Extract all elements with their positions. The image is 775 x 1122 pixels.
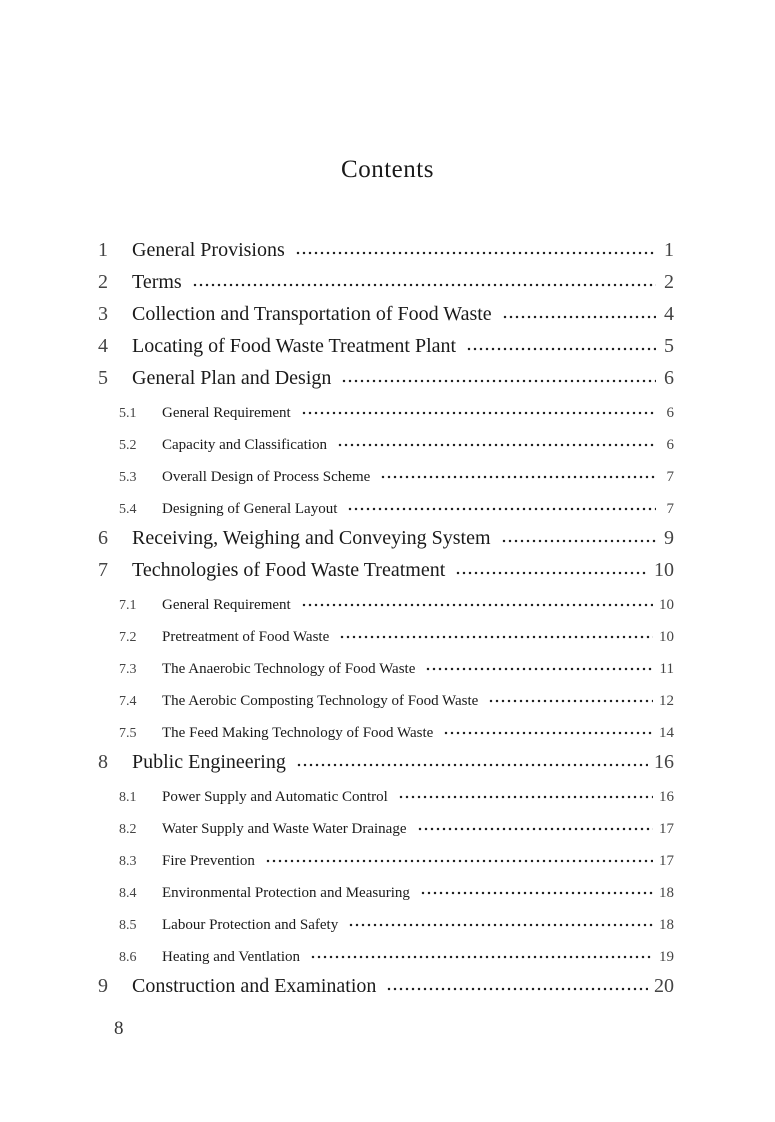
- page-title: Contents: [341, 156, 434, 183]
- entry-title: Fire Prevention: [162, 853, 255, 869]
- entry-page-number: 10: [659, 629, 674, 645]
- dot-leader: [339, 635, 653, 639]
- dot-leader: [420, 891, 653, 895]
- entry-number: 8: [98, 751, 108, 773]
- entry-page-number: 17: [659, 821, 674, 837]
- entry-number: 8.1: [119, 790, 137, 805]
- toc-section-entry[interactable]: [98, 458, 674, 486]
- toc-chapter-entry[interactable]: [98, 746, 674, 774]
- toc-section-entry[interactable]: [98, 618, 674, 646]
- entry-title: General Plan and Design: [132, 367, 332, 389]
- entry-title: Construction and Examination: [132, 975, 377, 997]
- entry-page-number: 9: [664, 527, 674, 549]
- dot-leader: [301, 411, 656, 415]
- dot-leader: [347, 507, 656, 511]
- toc-chapter-entry[interactable]: [98, 554, 674, 582]
- toc-section-entry[interactable]: [98, 714, 674, 742]
- entry-title: Labour Protection and Safety: [162, 917, 339, 933]
- entry-page-number: 5: [664, 335, 674, 357]
- dot-leader: [502, 315, 656, 319]
- entry-number: 5.1: [119, 406, 137, 421]
- entry-number: 7.5: [119, 726, 137, 741]
- entry-number: 6: [98, 527, 108, 549]
- entry-page-number: 1: [664, 239, 674, 261]
- toc-section-entry[interactable]: [98, 394, 674, 422]
- toc-chapter-entry[interactable]: [98, 522, 674, 550]
- entry-page-number: 7: [666, 469, 674, 485]
- entry-title: Environmental Protection and Measuring: [162, 885, 410, 901]
- entry-title: Capacity and Classification: [162, 437, 327, 453]
- entry-number: 3: [98, 303, 108, 325]
- entry-title: Locating of Food Waste Treatment Plant: [132, 335, 457, 357]
- dot-leader: [296, 763, 648, 767]
- entry-page-number: 18: [659, 885, 674, 901]
- entry-number: 7.3: [119, 662, 137, 677]
- entry-page-number: 20: [654, 975, 674, 997]
- entry-page-number: 14: [659, 725, 674, 741]
- toc-section-entry[interactable]: [98, 490, 674, 518]
- entry-page-number: 10: [659, 597, 674, 613]
- entry-number: 8.4: [119, 886, 137, 901]
- toc-section-entry[interactable]: [98, 810, 674, 838]
- entry-number: 5.3: [119, 470, 137, 485]
- entry-page-number: 16: [654, 751, 674, 773]
- entry-title: Technologies of Food Waste Treatment: [132, 559, 446, 581]
- dot-leader: [425, 667, 653, 671]
- dot-leader: [348, 923, 653, 927]
- entry-number: 4: [98, 335, 108, 357]
- dot-leader: [380, 475, 656, 479]
- dot-leader: [455, 571, 648, 575]
- entry-title: The Anaerobic Technology of Food Waste: [162, 661, 416, 677]
- toc-chapter-entry[interactable]: [98, 234, 674, 262]
- toc-section-entry[interactable]: [98, 874, 674, 902]
- dot-leader: [337, 443, 656, 447]
- entry-title: Pretreatment of Food Waste: [162, 629, 330, 645]
- entry-number: 9: [98, 975, 108, 997]
- dot-leader: [295, 251, 656, 255]
- dot-leader: [501, 539, 656, 543]
- toc-section-entry[interactable]: [98, 650, 674, 678]
- dot-leader: [265, 859, 653, 863]
- entry-page-number: 16: [659, 789, 674, 805]
- toc-section-entry[interactable]: [98, 778, 674, 806]
- entry-title: Public Engineering: [132, 751, 286, 773]
- entry-page-number: 6: [664, 367, 674, 389]
- entry-title: Collection and Transportation of Food Waste: [132, 303, 492, 325]
- entry-number: 7.4: [119, 694, 137, 709]
- entry-page-number: 2: [664, 271, 674, 293]
- entry-number: 2: [98, 271, 108, 293]
- entry-title: The Feed Making Technology of Food Waste: [162, 725, 434, 741]
- dot-leader: [341, 379, 656, 383]
- page-number: 8: [114, 1018, 124, 1039]
- entry-page-number: 6: [666, 437, 674, 453]
- dot-leader: [488, 699, 653, 703]
- toc-section-entry[interactable]: [98, 938, 674, 966]
- entry-page-number: 4: [664, 303, 674, 325]
- entry-title: Heating and Ventlation: [162, 949, 301, 965]
- toc-chapter-entry[interactable]: [98, 330, 674, 358]
- entry-number: 5: [98, 367, 108, 389]
- toc-section-entry[interactable]: [98, 426, 674, 454]
- entry-page-number: 17: [659, 853, 674, 869]
- entry-page-number: 7: [666, 501, 674, 517]
- dot-leader: [310, 955, 653, 959]
- toc-chapter-entry[interactable]: [98, 266, 674, 294]
- entry-number: 7.1: [119, 598, 137, 613]
- toc-section-entry[interactable]: [98, 682, 674, 710]
- entry-number: 5.4: [119, 502, 137, 517]
- entry-page-number: 12: [659, 693, 674, 709]
- dot-leader: [301, 603, 653, 607]
- entry-number: 8.5: [119, 918, 137, 933]
- entry-number: 7.2: [119, 630, 137, 645]
- entry-title: Receiving, Weighing and Conveying System: [132, 527, 491, 549]
- entry-title: General Requirement: [162, 597, 291, 613]
- entry-title: General Requirement: [162, 405, 291, 421]
- toc-section-entry[interactable]: [98, 906, 674, 934]
- dot-leader: [466, 347, 656, 351]
- entry-title: Terms: [132, 271, 182, 293]
- toc-chapter-entry[interactable]: [98, 970, 674, 998]
- entry-title: Designing of General Layout: [162, 501, 338, 517]
- entry-page-number: 11: [659, 661, 674, 677]
- entry-title: General Provisions: [132, 239, 285, 261]
- dot-leader: [398, 795, 653, 799]
- entry-title: Water Supply and Waste Water Drainage: [162, 821, 407, 837]
- entry-title: Power Supply and Automatic Control: [162, 789, 388, 805]
- entry-number: 8.3: [119, 854, 137, 869]
- dot-leader: [192, 283, 656, 287]
- entry-number: 8.6: [119, 950, 137, 965]
- entry-title: The Aerobic Composting Technology of Food Waste: [162, 693, 479, 709]
- entry-page-number: 6: [666, 405, 674, 421]
- entry-title: Overall Design of Process Scheme: [162, 469, 371, 485]
- entry-page-number: 19: [659, 949, 674, 965]
- toc-chapter-entry[interactable]: [98, 298, 674, 326]
- entry-page-number: 10: [654, 559, 674, 581]
- dot-leader: [443, 731, 653, 735]
- toc-chapter-entry[interactable]: [98, 362, 674, 390]
- entry-number: 1: [98, 239, 108, 261]
- toc-section-entry[interactable]: [98, 842, 674, 870]
- entry-page-number: 18: [659, 917, 674, 933]
- toc-section-entry[interactable]: [98, 586, 674, 614]
- dot-leader: [417, 827, 654, 831]
- entry-number: 5.2: [119, 438, 137, 453]
- dot-leader: [386, 987, 648, 991]
- entry-number: 7: [98, 559, 108, 581]
- entry-number: 8.2: [119, 822, 137, 837]
